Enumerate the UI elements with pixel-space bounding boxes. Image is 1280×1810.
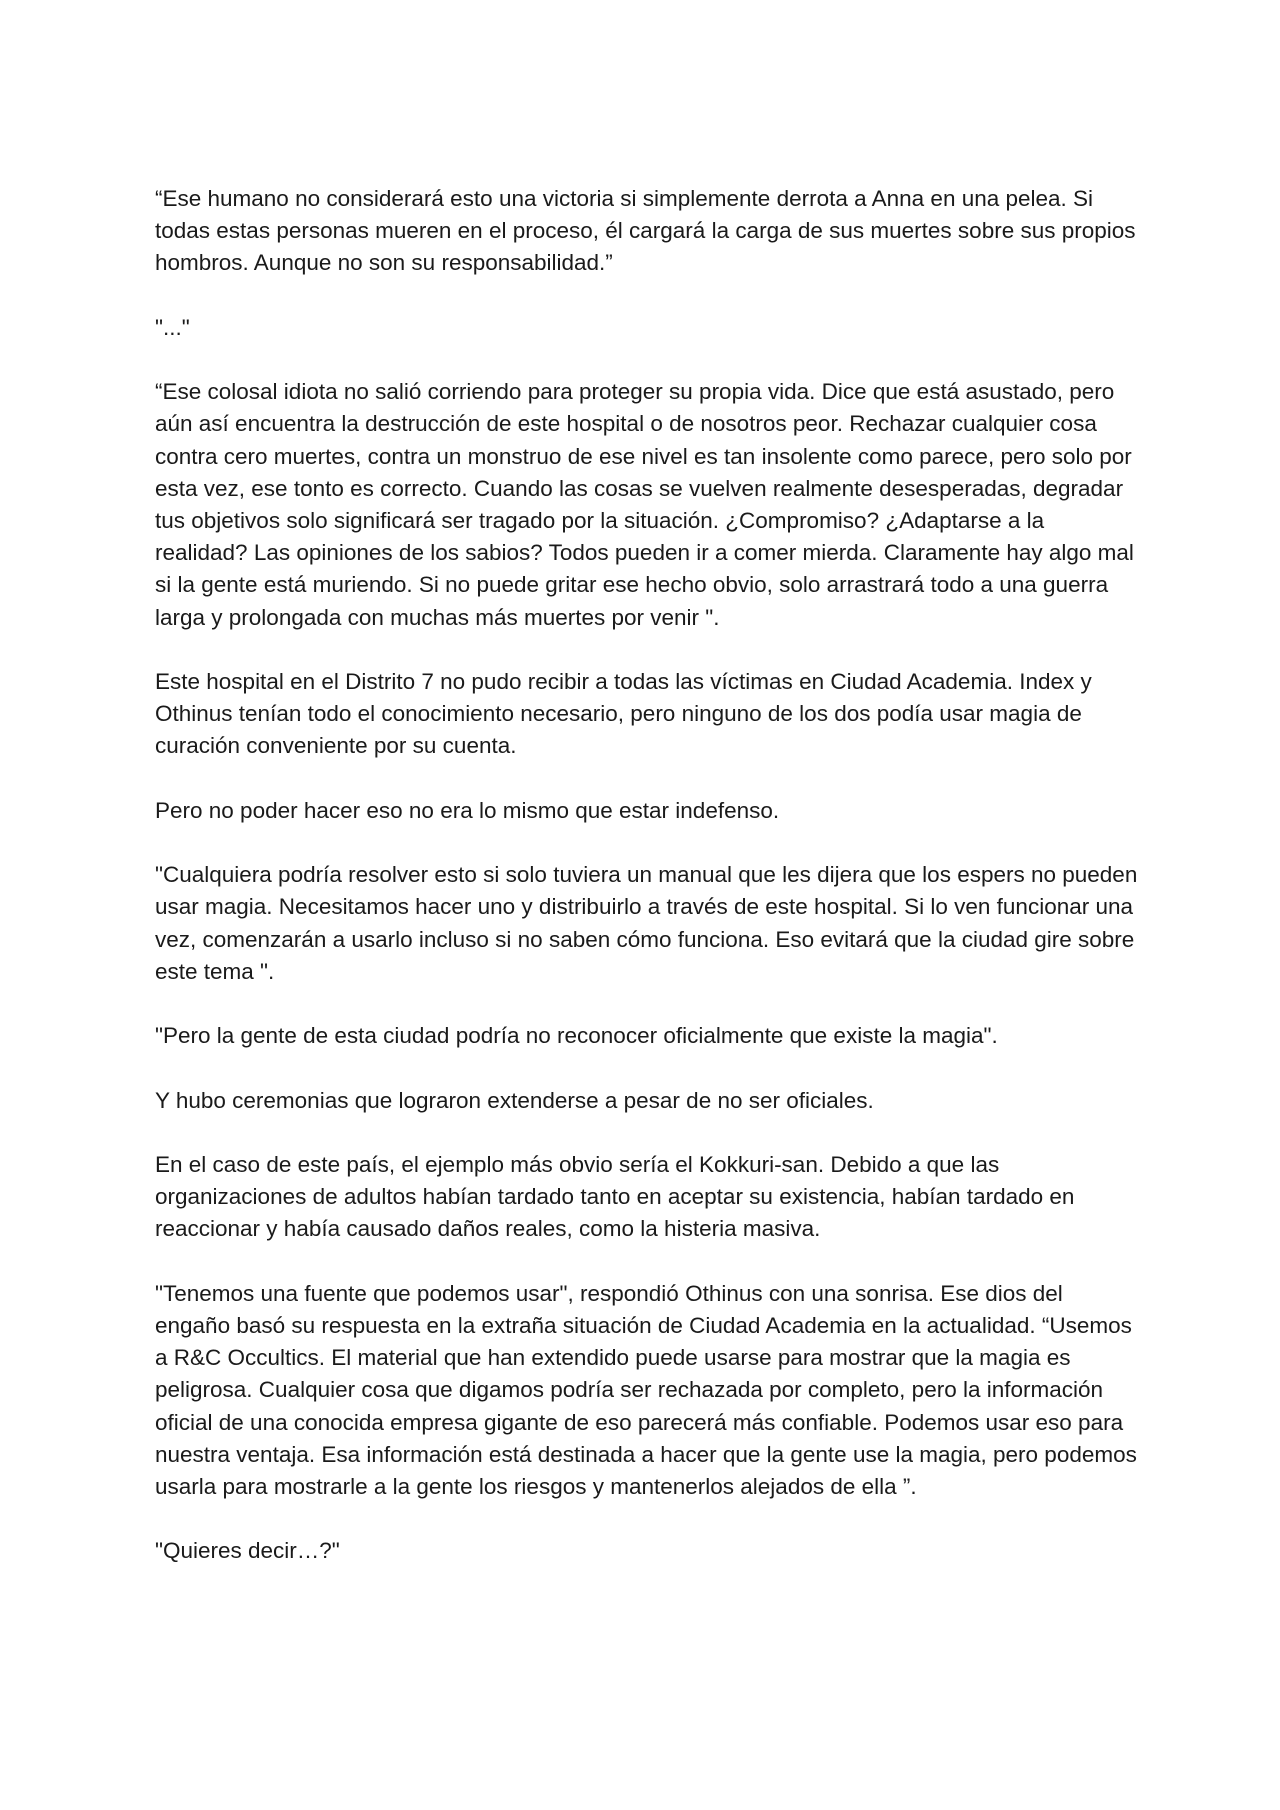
paragraph: “Ese humano no considerará esto una victoria si simplemente derrota a Anna en una pelea. Si todas estas personas mueren en el proceso, él cargará la carga de sus muertes sobre sus propios hombros. Aunque no son su responsabilidad.” bbox=[155, 186, 1136, 276]
paragraph: "Cualquiera podría resolver esto si solo tuviera un manual que les dijera que los espers no pueden usar magia. Necesitamos hacer uno y distribuirlo a través de este hospital. Si lo ven funcionar una vez, comenzarán a usarlo incluso si no saben cómo funciona. Eso evitará que la ciudad gire sobre este tema ". bbox=[155, 862, 1138, 984]
paragraph: "..." bbox=[155, 314, 190, 340]
paragraph: Este hospital en el Distrito 7 no pudo recibir a todas las víctimas en Ciudad Academia. Index y Othinus tenían todo el conocimiento necesario, pero ninguno de los dos podía usar magia de curación conveniente por su cuenta. bbox=[155, 669, 1092, 759]
paragraph: Pero no poder hacer eso no era lo mismo que estar indefenso. bbox=[155, 797, 780, 823]
paragraph: “Ese colosal idiota no salió corriendo para proteger su propia vida. Dice que está asustado, pero aún así encuentra la destrucción de este hospital o de nosotros peor. Rechazar cualquier cosa contra cero muertes, contra un monstruo de ese nivel es tan insolente como parece, pero solo por esta vez, ese tonto es correcto. Cuando las cosas se vuelven realmente desesperadas, degradar tus objetivos solo significará ser tragado por la situación. ¿Compromiso? ¿Adaptarse a la realidad? Las opiniones de los sabios? Todos pueden ir a comer mierda. Claramente hay algo mal si la gente está muriendo. Si no puede gritar ese hecho obvio, solo arrastrará todo a una guerra larga y prolongada con muchas más muertes por venir ". bbox=[155, 379, 1134, 630]
paragraph: Y hubo ceremonias que lograron extenderse a pesar de no ser oficiales. bbox=[155, 1087, 874, 1113]
paragraph: "Quieres decir…?" bbox=[155, 1538, 340, 1564]
paragraph: En el caso de este país, el ejemplo más obvio sería el Kokkuri-san. Debido a que las organizaciones de adultos habían tardado tanto en aceptar su existencia, habían tardado en reaccionar y había causado daños reales, como la histeria masiva. bbox=[155, 1151, 1075, 1242]
paragraph: "Tenemos una fuente que podemos usar", respondió Othinus con una sonrisa. Ese dios del engaño basó su respuesta en la extraña situación de Ciudad Academia en la actualidad. “Usemos a R&C Occultics. El material que han extendido puede usarse para mostrar que la magia es peligrosa. Cualquier cosa que digamos podría ser rechazada por completo, pero la información oficial de una conocida empresa gigante de eso parecerá más confiable. Podemos usar eso para nuestra ventaja. Esa información está destinada a hacer que la gente use la magia, pero podemos usarla para mostrarle a la gente los riesgos y mantenerlos alejados de ella ”. bbox=[155, 1280, 1137, 1499]
document-body bbox=[155, 183, 1140, 1600]
paragraph: "Pero la gente de esta ciudad podría no reconocer oficialmente que existe la magia". bbox=[155, 1023, 998, 1049]
